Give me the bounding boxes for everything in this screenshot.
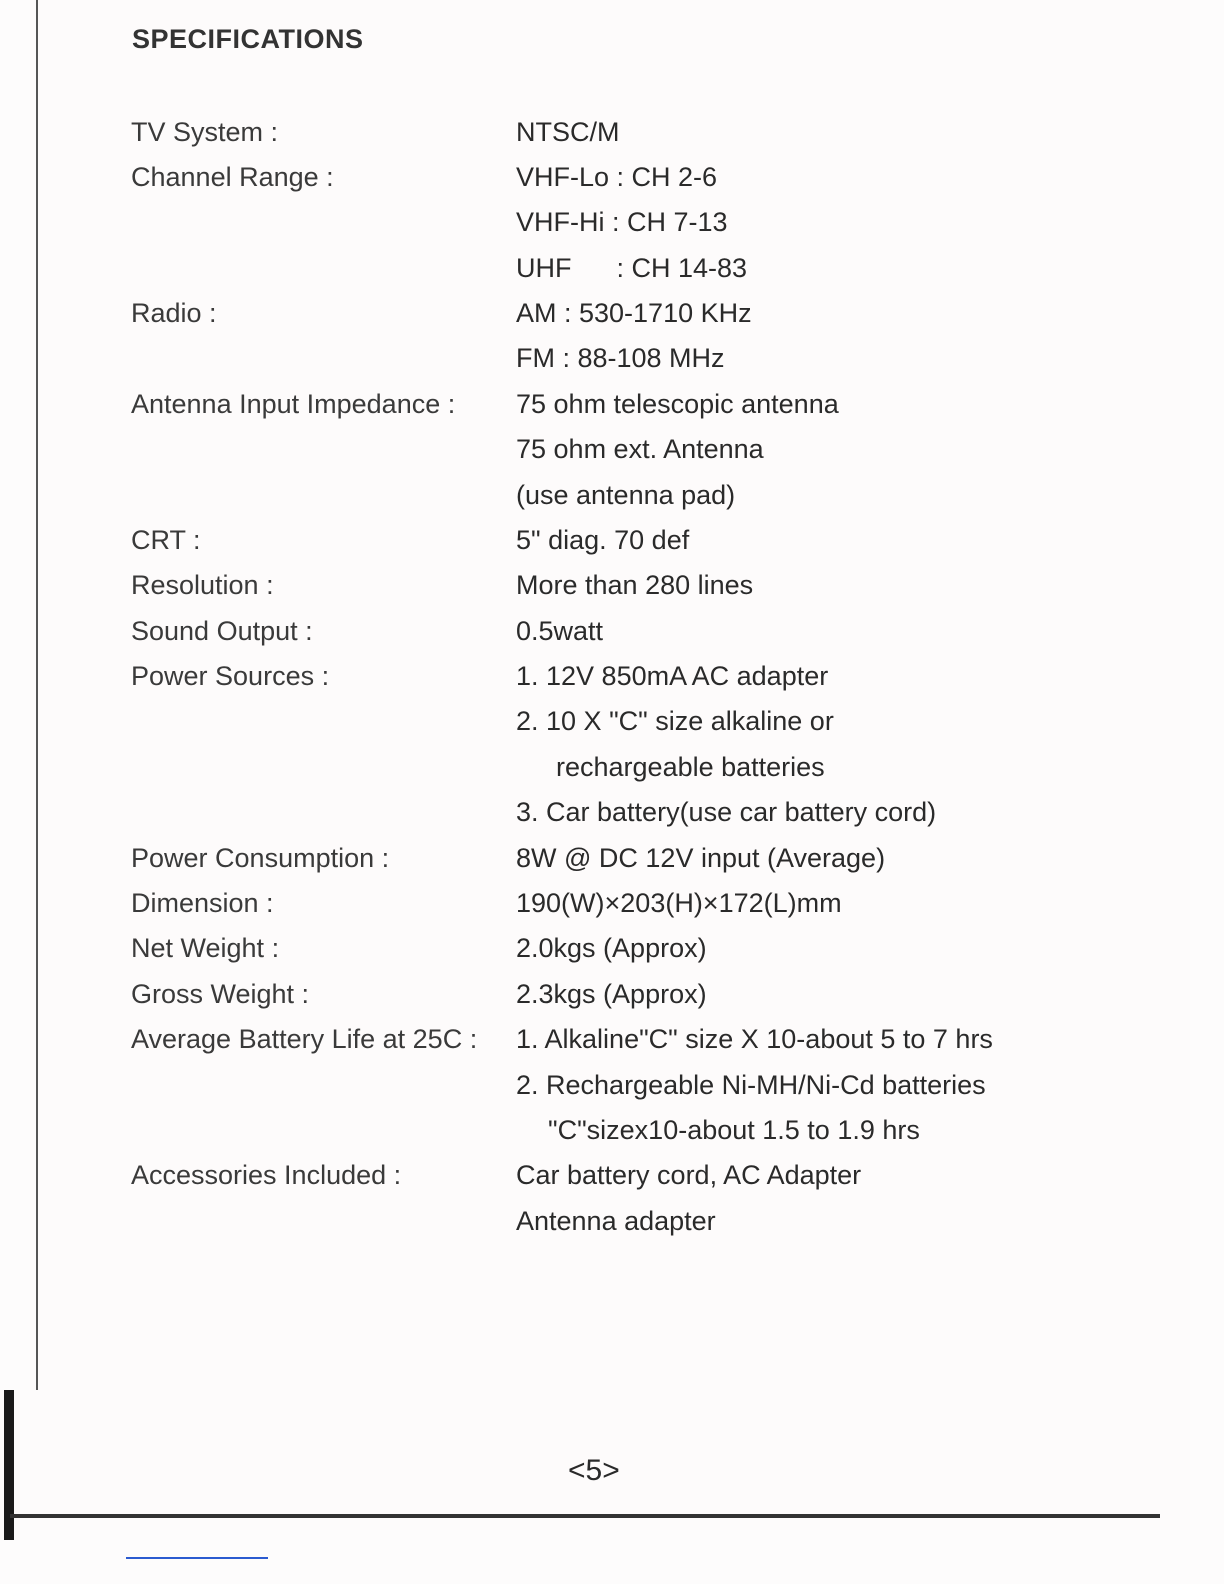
spec-value-accessories-1: Car battery cord, AC Adapter: [516, 1160, 862, 1190]
spec-value-crt: 5" diag. 70 def: [516, 525, 690, 555]
binding-edge-line: [36, 0, 38, 1390]
spec-label-accessories: Accessories Included :: [131, 1160, 402, 1190]
spec-value-power-consumption: 8W @ DC 12V input (Average): [516, 843, 886, 873]
bottom-edge-line: [10, 1514, 1160, 1518]
spec-value-antenna-external: 75 ohm ext. Antenna: [516, 434, 764, 464]
spec-value-dimension: 190(W)×203(H)×172(L)mm: [516, 888, 842, 918]
spec-label-antenna: Antenna Input Impedance :: [131, 389, 456, 419]
spec-value-gross-weight: 2.3kgs (Approx): [516, 979, 707, 1009]
page-number: <5>: [568, 1454, 620, 1487]
spec-label-crt: CRT :: [131, 525, 201, 555]
spec-value-radio-am: AM : 530-1710 KHz: [516, 298, 752, 328]
spec-value-channel-vhf-hi: VHF-Hi : CH 7-13: [516, 207, 728, 237]
spec-value-antenna-telescopic: 75 ohm telescopic antenna: [516, 389, 839, 419]
spec-label-channel-range: Channel Range :: [131, 162, 334, 192]
spec-label-dimension: Dimension :: [131, 888, 274, 918]
spec-value-power-source-1: 1. 12V 850mA AC adapter: [516, 661, 829, 691]
spec-value-channel-vhf-lo: VHF-Lo : CH 2-6: [516, 162, 718, 192]
spec-value-battery-rechargeable-cont: "C"sizex10-about 1.5 to 1.9 hrs: [548, 1115, 920, 1145]
spec-value-net-weight: 2.0kgs (Approx): [516, 933, 707, 963]
spec-label-resolution: Resolution :: [131, 570, 274, 600]
spec-label-battery-life: Average Battery Life at 25C :: [131, 1024, 478, 1054]
spec-value-battery-alkaline: 1. Alkaline"C" size X 10-about 5 to 7 hrs: [516, 1024, 993, 1054]
spec-value-power-source-3: 3. Car battery(use car battery cord): [516, 797, 937, 827]
spec-value-accessories-2: Antenna adapter: [516, 1206, 716, 1236]
spec-value-channel-uhf: UHF : CH 14-83: [516, 253, 748, 283]
spec-value-resolution: More than 280 lines: [516, 570, 754, 600]
spec-label-sound-output: Sound Output :: [131, 616, 313, 646]
spec-label-gross-weight: Gross Weight :: [131, 979, 310, 1009]
spec-value-battery-rechargeable: 2. Rechargeable Ni-MH/Ni-Cd batteries: [516, 1070, 986, 1100]
scan-artifact-line: [126, 1557, 268, 1559]
spec-value-antenna-note: (use antenna pad): [516, 480, 736, 510]
spec-value-power-source-2: 2. 10 X "C" size alkaline or: [516, 706, 834, 736]
spec-value-tv-system: NTSC/M: [516, 117, 620, 147]
spec-label-net-weight: Net Weight :: [131, 933, 280, 963]
spec-label-power-consumption: Power Consumption :: [131, 843, 390, 873]
spec-label-power-sources: Power Sources :: [131, 661, 330, 691]
page-title: SPECIFICATIONS: [132, 24, 364, 54]
spec-value-sound-output: 0.5watt: [516, 616, 604, 646]
spec-label-radio: Radio :: [131, 298, 217, 328]
spec-value-radio-fm: FM : 88-108 MHz: [516, 343, 725, 373]
spec-value-power-source-2-cont: rechargeable batteries: [556, 752, 825, 782]
spec-label-tv-system: TV System :: [131, 117, 279, 147]
